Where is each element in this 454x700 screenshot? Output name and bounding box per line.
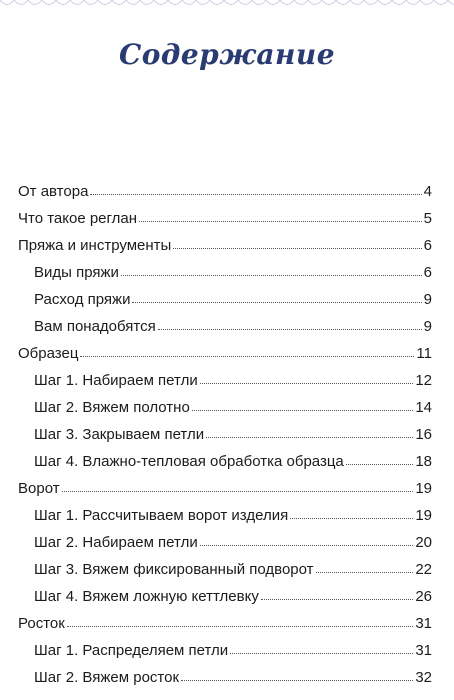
toc-entry[interactable] [18, 610, 432, 637]
toc-entry-page-number: 5 [423, 210, 432, 227]
dot-leader [67, 625, 414, 627]
dot-leader [139, 220, 422, 222]
toc-entry-label: Росток [18, 615, 65, 632]
toc-entry[interactable] [18, 313, 432, 340]
toc-entry-label: Шаг 3. Закрываем петли [34, 426, 205, 443]
toc-entry-label: Шаг 4. Вяжем ложную кеттлевку [34, 588, 259, 605]
dot-leader [132, 301, 421, 303]
dot-leader [200, 544, 414, 546]
dot-leader [121, 274, 422, 276]
toc-entry-label: Ворот [18, 480, 60, 497]
toc-entry[interactable] [18, 205, 432, 232]
toc-entry[interactable] [18, 421, 432, 448]
toc-entry[interactable] [18, 664, 432, 691]
toc-entry-page-number: 26 [415, 588, 432, 605]
dot-leader [316, 571, 414, 573]
toc-entry[interactable] [18, 178, 432, 205]
toc-entry-page-number: 9 [423, 291, 432, 308]
toc-entry-page-number: 12 [415, 372, 432, 389]
dot-leader [261, 598, 413, 600]
toc-entry[interactable] [18, 448, 432, 475]
toc-entry-label: Шаг 2. Вяжем полотно [34, 399, 190, 416]
toc-entry-label: Расход пряжи [34, 291, 131, 308]
toc-entry[interactable] [18, 232, 432, 259]
toc-entry-label: Виды пряжи [34, 264, 119, 281]
toc-entry-page-number: 19 [415, 507, 432, 524]
page-title: Содержание [118, 38, 336, 71]
toc-entry-label: Что такое реглан [18, 210, 138, 227]
toc-entry-page-number: 19 [415, 480, 432, 497]
toc-entry-page-number: 31 [415, 615, 432, 632]
toc-entry[interactable] [18, 394, 432, 421]
toc-entry-label: Шаг 2. Вяжем росток [34, 669, 180, 686]
toc-entry[interactable] [18, 475, 432, 502]
dot-leader [192, 409, 414, 411]
toc-entry[interactable] [18, 367, 432, 394]
dot-leader [62, 490, 414, 492]
toc-entry[interactable] [18, 529, 432, 556]
toc-entry[interactable] [18, 637, 432, 664]
toc-entry-label: Шаг 1. Рассчитываем ворот изделия [34, 507, 289, 524]
toc-entry-label: Шаг 1. Распределяем петли [34, 642, 229, 659]
toc-entry-page-number: 16 [415, 426, 432, 443]
dot-leader [346, 463, 414, 465]
toc-entry-page-number: 32 [415, 669, 432, 686]
toc-entry-page-number: 6 [423, 237, 432, 254]
toc-entry-label: Вам понадобятся [34, 318, 156, 335]
toc-entry[interactable] [18, 583, 432, 610]
dot-leader [90, 193, 421, 195]
toc-entry-label: Шаг 3. Вяжем фиксированный подворот [34, 561, 314, 578]
toc-entry-page-number: 9 [423, 318, 432, 335]
toc-entry-label: Образец [18, 345, 79, 362]
toc-entry-label: Шаг 4. Влажно-тепловая обработка образца [34, 453, 344, 470]
toc-entry-page-number: 11 [416, 345, 432, 362]
toc-entry-label: Шаг 1. Набираем петли [34, 372, 198, 389]
dot-leader [206, 436, 413, 438]
toc-entry[interactable] [18, 556, 432, 583]
toc-entry[interactable] [18, 502, 432, 529]
toc-entry-page-number: 14 [415, 399, 432, 416]
dot-leader [80, 355, 414, 357]
dot-leader [181, 679, 413, 681]
toc-entry-page-number: 31 [415, 642, 432, 659]
lace-border-decoration [0, 0, 454, 10]
toc-entry-label: Пряжа и инструменты [18, 237, 172, 254]
toc-entry[interactable] [18, 286, 432, 313]
dot-leader [230, 652, 413, 654]
toc-entry-page-number: 4 [423, 183, 432, 200]
toc-entry[interactable] [18, 259, 432, 286]
dot-leader [200, 382, 414, 384]
toc-entry-page-number: 22 [415, 561, 432, 578]
toc-entry-label: Шаг 2. Набираем петли [34, 534, 198, 551]
toc-entry-label: От автора [18, 183, 89, 200]
toc-entry-page-number: 6 [423, 264, 432, 281]
dot-leader [290, 517, 413, 519]
dot-leader [173, 247, 421, 249]
table-of-contents [18, 178, 432, 691]
toc-entry[interactable] [18, 340, 432, 367]
toc-entry-page-number: 20 [415, 534, 432, 551]
dot-leader [158, 328, 422, 330]
toc-entry-page-number: 18 [415, 453, 432, 470]
